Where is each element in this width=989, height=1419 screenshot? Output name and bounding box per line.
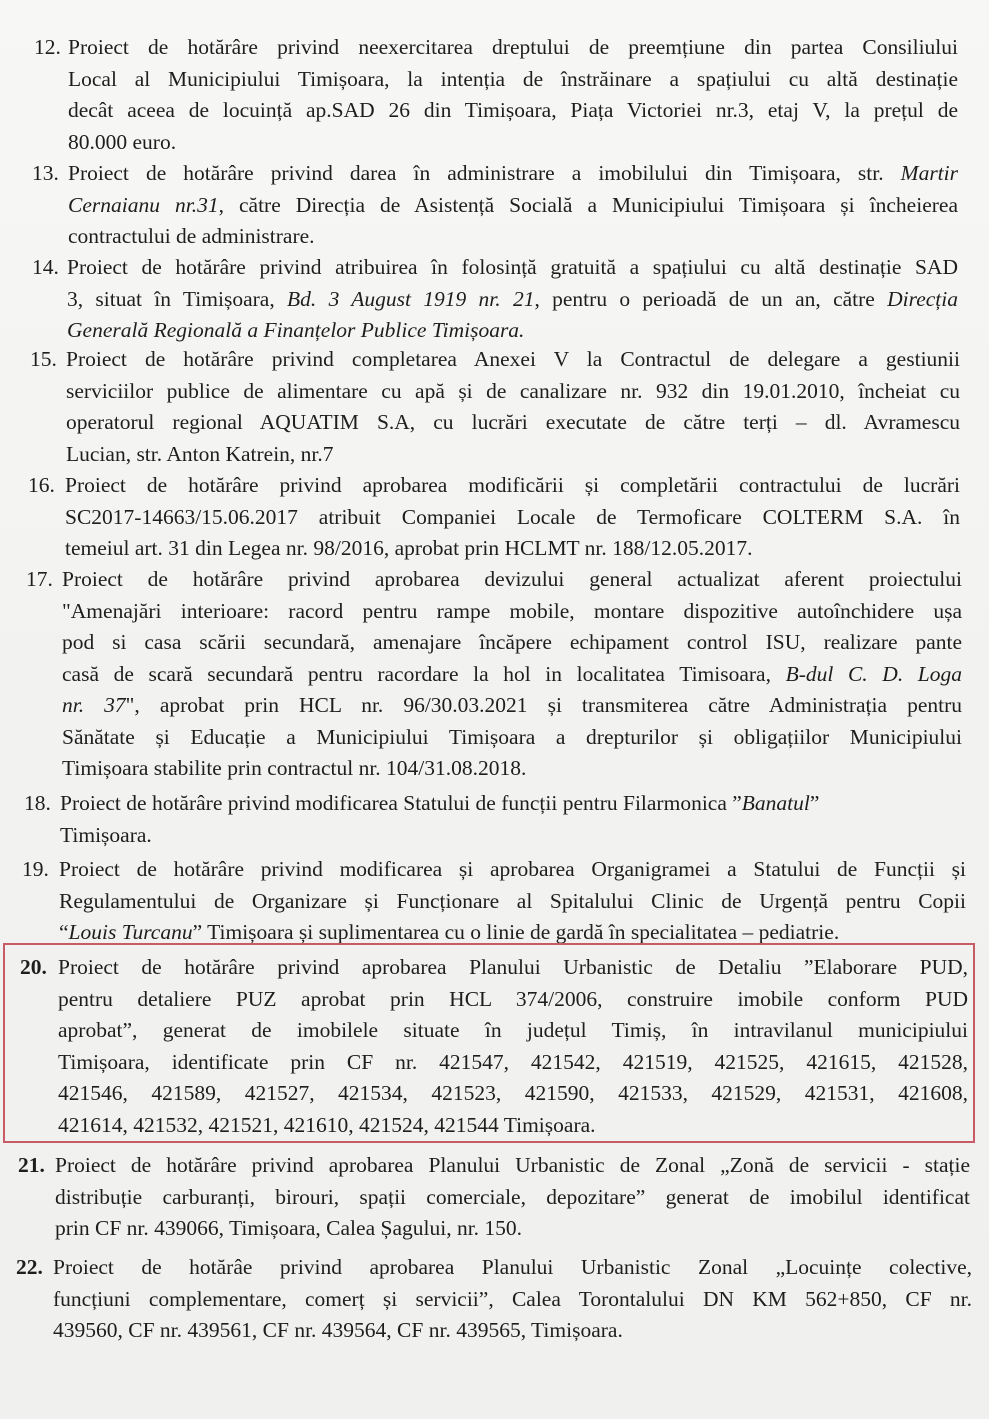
list-item-16 (28, 470, 960, 565)
text-line: pod si casa scării secundară, amenajare încăpere echipament control ISU, realizare pante (62, 630, 962, 654)
text-line: Cernaianu nr.31, către Direcția de Asistență Socială a Municipiului Timișoara și încheierea (68, 192, 958, 217)
text-line: Proiect de hotărâe privind aprobarea Planului Urbanistic Zonal „Locuințe colective, (53, 1255, 972, 1279)
text-line: Proiect de hotărâre privind modificarea și aprobarea Organigramei a Statului de Funcții și (59, 857, 966, 881)
text-line: Lucian, str. Anton Katrein, nr.7 (66, 441, 334, 466)
text-line: nr. 37", aprobat prin HCL nr. 96/30.03.2021 și transmiterea către Administrația pentru (62, 693, 962, 717)
text-line: Proiect de hotărâre privind aprobarea modificării și completării contractului de lucrări (65, 473, 960, 497)
text-line: Timișoara, identificate prin CF nr. 421547, 421542, 421519, 421525, 421615, 421528, (58, 1049, 968, 1074)
text-line: Proiect de hotărâre privind modificarea Statului de funcții pentru Filarmonica ”Banatul” (60, 791, 820, 815)
text-line: Timișoara. (60, 822, 152, 847)
item-number: 18. (24, 791, 51, 815)
text-line: 3, situat în Timișoara, Bd. 3 August 1919 nr. 21, pentru o perioadă de un an, către Direcția (67, 286, 958, 311)
text-line: SC2017-14663/15.06.2017 atribuit Companiei Locale de Termoficare COLTERM S.A. în (65, 504, 960, 529)
item-number: 16. (28, 473, 55, 497)
item-number: 19. (22, 857, 49, 881)
list-item-20 (20, 952, 968, 1141)
text-line: aprobat”, generat de imobilele situate în județul Timiș, în intravilanul municipiului (58, 1018, 968, 1042)
list-item-21 (18, 1150, 970, 1245)
text-line: decât aceea de locuință ap.SAD 26 din Timișoara, Piața Victoriei nr.3, etaj V, la prețul de (68, 98, 958, 122)
item-number: 20. (20, 955, 47, 979)
text-line: distribuție carburanți, birouri, spații comerciale, depozitare” generat de imobilul identificat (55, 1184, 970, 1209)
item-number: 14. (32, 255, 59, 279)
item-text (58, 952, 968, 1141)
text-line: serviciilor publice de alimentare cu apă și de canalizare nr. 932 din 19.01.2010, încheiat cu (66, 378, 960, 403)
text-line: Proiect de hotărâre privind aprobarea devizului general actualizat aferent proiectului (62, 567, 962, 591)
text-line: "Amenajări interioare: racord pentru rampe mobile, montare dispozitive autoînchidere ușa (62, 598, 962, 623)
item-text (68, 32, 958, 158)
list-item-14 (32, 252, 958, 347)
list-item-12 (34, 32, 958, 158)
item-text (53, 1252, 972, 1347)
list-item-18 (24, 788, 964, 851)
text-line: pentru detaliere PUZ aprobat prin HCL 374/2006, construire imobile conform PUD (58, 986, 968, 1011)
text-line: Proiect de hotărâre privind darea în administrare a imobilului din Timișoara, str. Martir (68, 161, 958, 185)
item-text (68, 158, 958, 253)
item-text (55, 1150, 970, 1245)
item-number: 15. (30, 347, 57, 371)
text-line: temeiul art. 31 din Legea nr. 98/2016, aprobat prin HCLMT nr. 188/12.05.2017. (65, 536, 753, 560)
item-number: 12. (34, 35, 61, 59)
list-item-15 (30, 344, 960, 470)
list-item-13 (32, 158, 958, 253)
text-line: 421614, 421532, 421521, 421610, 421524, 421544 Timișoara. (58, 1112, 596, 1137)
item-number: 17. (26, 567, 53, 591)
text-line: casă de scară secundară pentru racordare la hol in localitatea Timisoara, B-dul C. D. Loga (62, 661, 963, 686)
item-text (66, 344, 960, 470)
text-line: prin CF nr. 439066, Timișoara, Calea Șagului, nr. 150. (55, 1216, 523, 1240)
text-line: funcțiuni complementare, comerț și servicii”, Calea Torontalului DN KM 562+850, CF nr. (53, 1286, 972, 1311)
text-line: Proiect de hotărâre privind atribuirea în folosință gratuită a spațiului cu altă destinație SAD (67, 255, 958, 279)
text-line: Sănătate și Educație a Municipiului Timișoara a drepturilor și obligațiilor Municipiului (62, 724, 962, 749)
list-item-22 (16, 1252, 972, 1347)
text-line: “Louis Turcanu” Timișoara și suplimentarea cu o linie de gardă în specialitatea – pediatrie. (59, 920, 840, 944)
item-text (60, 788, 964, 851)
text-line: Proiect de hotărâre privind neexercitarea dreptului de preemțiune din partea Consiliului (68, 35, 958, 59)
item-text (59, 854, 966, 949)
item-number: 13. (32, 161, 59, 185)
text-line: Regulamentului de Organizare și Funcționare al Spitalului Clinic de Urgență pentru Copii (59, 888, 966, 913)
text-line: Proiect de hotărâre privind aprobarea Planului Urbanistic de Zonal „Zonă de servicii - stație (55, 1153, 970, 1177)
text-line: Local al Municipiului Timișoara, la intenția de înstrăinare a spațiului cu altă destinație (68, 66, 958, 91)
text-line: Proiect de hotărâre privind completarea Anexei V la Contractul de delegare a gestiunii (66, 347, 960, 371)
item-text (65, 470, 960, 565)
text-line: 80.000 euro. (68, 129, 177, 154)
item-number: 21. (18, 1153, 45, 1177)
text-line: 421546, 421589, 421527, 421534, 421523, 421590, 421533, 421529, 421531, 421608, (58, 1081, 968, 1105)
text-line: Proiect de hotărâre privind aprobarea Planului Urbanistic de Detaliu ”Elaborare PUD, (58, 955, 968, 979)
text-line: Timișoara stabilite prin contractul nr. 104/31.08.2018. (62, 756, 527, 780)
text-line: 439560, CF nr. 439561, CF nr. 439564, CF nr. 439565, Timișoara. (53, 1318, 623, 1342)
list-item-17 (26, 564, 962, 785)
item-text (62, 564, 962, 785)
text-line: operatorul regional AQUATIM S.A, cu lucrări executate de către terți – dl. Avramescu (66, 410, 960, 434)
list-item-19 (22, 854, 966, 949)
text-line: Generală Regională a Finanțelor Publice Timișoara. (67, 318, 525, 342)
item-number: 22. (16, 1255, 43, 1279)
item-text (67, 252, 958, 347)
text-line: contractului de administrare. (68, 224, 315, 248)
